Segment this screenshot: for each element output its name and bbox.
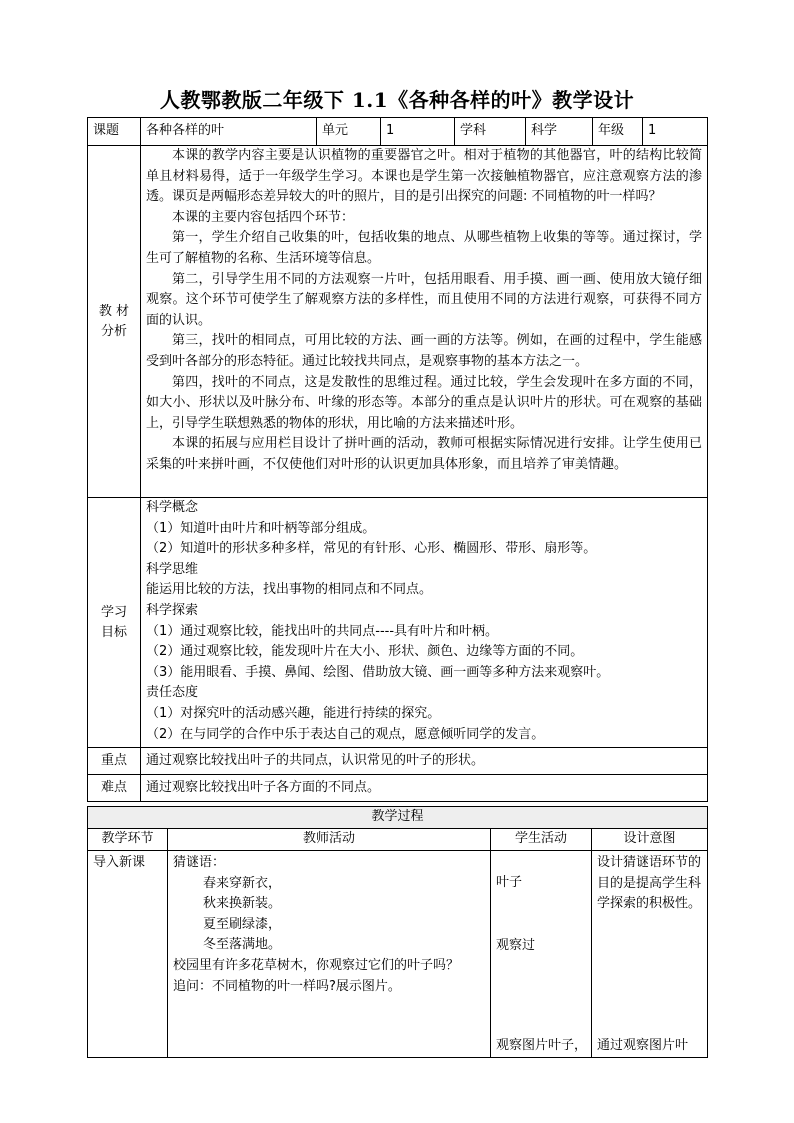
objective-item: （3）能用眼看、手摸、鼻闻、绘图、借助放大镜、画一画等多种方法来观察叶。 bbox=[146, 664, 610, 680]
riddle-line: 冬至落满地。 bbox=[203, 937, 282, 953]
difficulty-label: 难点 bbox=[88, 775, 141, 802]
analysis-paragraph: 本课的拓展与应用栏目设计了拼叶画的活动，教师可根据实际情况进行安排。让学生使用已采集的叶来拼叶画，不仅使他们对叶形的认识更加具体形象，而且培养了审美情趣。 bbox=[146, 436, 702, 472]
topic-label: 课题 bbox=[88, 118, 141, 146]
analysis-paragraph: 第三，找叶的相同点，可用比较的方法、画一画的方法等。例如，在画的过程中，学生能感受到叶各部分的形态特征。通过比较找共同点，是观察事物的基本方法之一。 bbox=[146, 333, 702, 369]
objective-heading: 科学探索 bbox=[146, 602, 199, 618]
topic-value: 各种各样的叶 bbox=[141, 118, 317, 146]
student-answer: 观察过 bbox=[496, 937, 536, 953]
objective-heading: 责任态度 bbox=[146, 685, 199, 701]
objective-item: 能运用比较的方法，找出事物的相同点和不同点。 bbox=[146, 582, 433, 598]
key-point-value: 通过观察比较找出叶子的共同点，认识常见的叶子的形状。 bbox=[141, 748, 708, 775]
column-header-student: 学生活动 bbox=[491, 829, 592, 851]
page-title: 人教鄂教版二年级下 1.1《各种各样的叶》教学设计 bbox=[159, 88, 635, 112]
analysis-paragraph: 本课的教学内容主要是认识植物的重要器官之叶。相对于植物的其他器官，叶的结构比较简单且材料易得，适于一年级学生学习。本课也是学生第一次接触植物器官，应注意观察方法的渗透。课页是两幅形态差异较大的叶的照片，目的是引出探究的问题: 不同植物的叶一样吗？ bbox=[146, 148, 702, 205]
stage-cell: 导入新课 bbox=[88, 851, 168, 1058]
column-header-teacher: 教师活动 bbox=[168, 829, 491, 851]
teacher-intro: 猜谜语： bbox=[173, 855, 226, 870]
analysis-paragraph: 第四，找叶的不同点，这是发散性的思维过程。通过比较，学生会发现叶在多方面的不同，如大小、形状以及叶脉分布、叶缘的形态等。本部分的重点是认识叶片的形状。可在观察的基础上，引导学生联想熟悉的物体的形状，用比喻的方法来描述叶形。 bbox=[146, 374, 702, 431]
analysis-content bbox=[141, 146, 708, 498]
objectives-label: 学习 目标 bbox=[88, 498, 141, 748]
student-answer: 观察图片叶子， bbox=[496, 1038, 588, 1054]
riddle-line: 春来穿新衣， bbox=[203, 875, 282, 891]
teaching-process-table bbox=[87, 806, 708, 1058]
riddle-line: 夏至刷绿漆， bbox=[203, 916, 282, 932]
objectives-content bbox=[141, 498, 708, 748]
riddle-line: 秋来换新装。 bbox=[203, 896, 282, 912]
analysis-paragraph: 第一，学生介绍自己收集的叶，包括收集的地点、从哪些植物上收集的等等。通过探讨，学生可了解植物的名称、生活环境等信息。 bbox=[146, 230, 702, 266]
key-point-label: 重点 bbox=[88, 748, 141, 775]
objective-item: （1）通过观察比较，能找出叶的共同点----具有叶片和叶柄。 bbox=[146, 623, 499, 639]
difficulty-value: 通过观察比较找出叶子各方面的不同点。 bbox=[141, 775, 708, 802]
teacher-question: 追问：不同植物的叶一样吗?展示图片。 bbox=[173, 978, 401, 994]
objective-heading: 科学思维 bbox=[146, 561, 199, 577]
objective-item: （1）对探究叶的活动感兴趣，能进行持续的探究。 bbox=[146, 705, 441, 721]
objective-item: （2）通过观察比较，能发现叶片在大小、形状、颜色、边缘等方面的不同。 bbox=[146, 644, 584, 660]
subject-label: 学科 bbox=[455, 118, 526, 146]
intent-text: 通过观察图片叶 bbox=[597, 1038, 689, 1054]
student-activity-cell bbox=[491, 851, 592, 1058]
teacher-question: 校园里有许多花草树木，你观察过它们的叶子吗？ bbox=[173, 957, 460, 973]
analysis-paragraph: 本课的主要内容包括四个环节： bbox=[172, 209, 355, 225]
student-answer: 叶子 bbox=[496, 875, 523, 890]
teacher-activity-cell bbox=[168, 851, 491, 1058]
lesson-info-table bbox=[87, 117, 708, 802]
objective-item: （1）知道叶由叶片和叶柄等部分组成。 bbox=[146, 520, 376, 536]
objective-item: （2）知道叶的形状多种多样，常见的有针形、心形、椭圆形、带形、扇形等。 bbox=[146, 541, 597, 557]
unit-value: 1 bbox=[381, 118, 455, 146]
analysis-label: 教 材 分析 bbox=[88, 146, 141, 498]
subject-value: 科学 bbox=[526, 118, 593, 146]
objective-heading: 科学概念 bbox=[146, 500, 199, 515]
column-header-intent: 设计意图 bbox=[592, 829, 708, 851]
grade-label: 年级 bbox=[593, 118, 643, 146]
unit-label: 单元 bbox=[317, 118, 381, 146]
grade-value: 1 bbox=[643, 118, 708, 146]
intent-text: 设计猜谜语环节的目的是提高学生科学探索的积极性。 bbox=[597, 855, 702, 912]
analysis-paragraph: 第二，引导学生用不同的方法观察一片叶，包括用眼看、用手摸、画一画、使用放大镜仔细观察。这个环节可使学生了解观察方法的多样性，而且使用不同的方法进行观察，可获得不同方面的认识。 bbox=[146, 271, 702, 328]
intent-cell bbox=[592, 851, 708, 1058]
process-title: 教学过程 bbox=[88, 807, 708, 829]
objective-item: （2）在与同学的合作中乐于表达自己的观点，愿意倾听同学的发言。 bbox=[146, 726, 545, 742]
column-header-stage: 教学环节 bbox=[88, 829, 168, 851]
